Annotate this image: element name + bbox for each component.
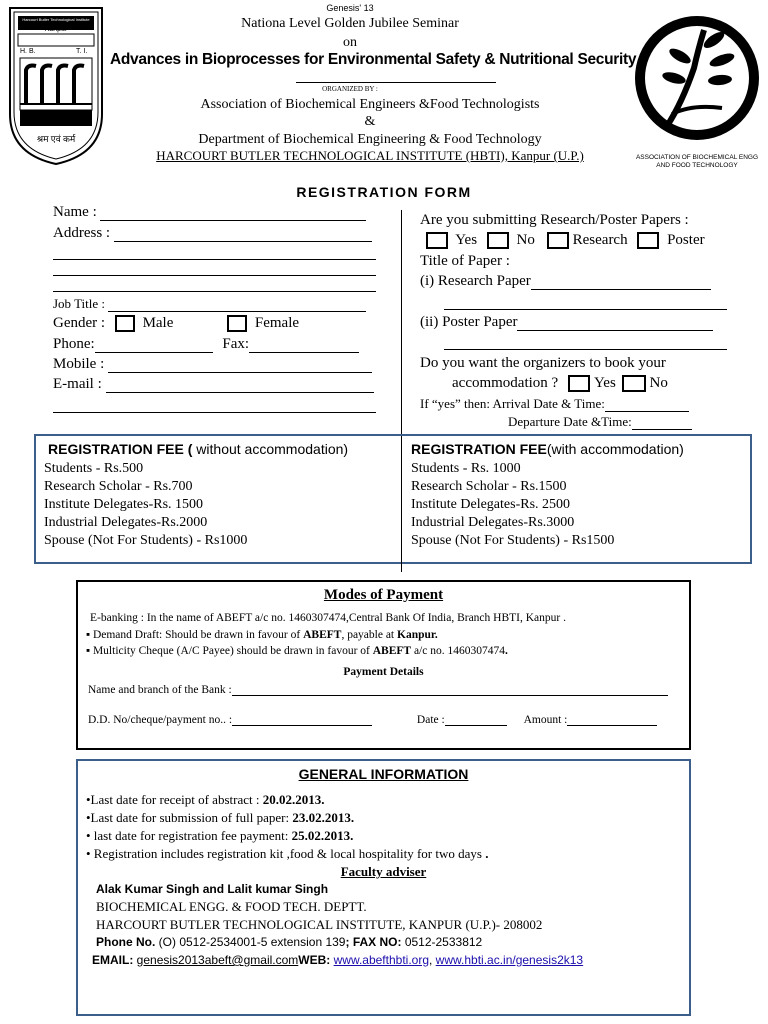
adviser-names: Alak Kumar Singh and Lalit kumar Singh bbox=[96, 882, 329, 896]
dd-no-row bbox=[88, 714, 657, 726]
cheque-pre: Multicity Cheque (A/C Payee) should be drawn in favour of bbox=[92, 645, 373, 657]
name-row bbox=[53, 204, 366, 221]
cheque-post: a/c no. 1460307474 bbox=[411, 645, 505, 657]
bank-label: Name and branch of the Bank : bbox=[88, 684, 232, 696]
cheque-bold: ABEFT bbox=[372, 645, 412, 657]
fee-left-title-bold: REGISTRATION FEE ( bbox=[48, 441, 193, 457]
phone-row bbox=[53, 336, 359, 353]
email-field[interactable] bbox=[106, 392, 374, 393]
submit-yes-label: Yes bbox=[455, 232, 478, 248]
job-field[interactable] bbox=[108, 311, 366, 312]
event-name: Genesis' 13 bbox=[326, 3, 374, 13]
fee-date: 25.02.2013. bbox=[291, 828, 354, 843]
fee-left-item: Students - Rs.500 bbox=[44, 461, 144, 476]
submit-no-label: No bbox=[516, 232, 535, 248]
address-line-4[interactable] bbox=[53, 291, 376, 292]
research-label: Research bbox=[572, 232, 628, 248]
paper-options bbox=[426, 232, 705, 249]
address-line-3[interactable] bbox=[53, 275, 376, 276]
abstract-date: 20.02.2013. bbox=[262, 792, 325, 807]
org-institute: HARCOURT BUTLER TECHNOLOGICAL INSTITUTE (HBTI), Kanpur (U.P.) bbox=[156, 148, 584, 163]
fee-right-item: Institute Delegates-Rs. 2500 bbox=[411, 497, 571, 512]
fee-left-title-rest: without accommodation) bbox=[192, 441, 349, 457]
research-paper-label: (i) Research Paper bbox=[420, 273, 531, 289]
job-row bbox=[53, 296, 366, 312]
research-paper-field[interactable] bbox=[531, 289, 711, 290]
logo-letters-right: T. I. bbox=[76, 48, 88, 55]
website-link-abefthbti[interactable]: www.abefthbti.org bbox=[333, 953, 429, 967]
bullet-icon: ▪ bbox=[86, 645, 93, 657]
female-label: Female bbox=[254, 315, 300, 331]
submit-no-checkbox[interactable] bbox=[487, 232, 509, 249]
date-label: Date : bbox=[416, 714, 445, 726]
accom-no-label: No bbox=[649, 375, 668, 391]
departure-row bbox=[508, 414, 692, 430]
gender-row bbox=[53, 315, 299, 332]
poster-paper-field[interactable] bbox=[517, 330, 713, 331]
bullet-icon: ▪ bbox=[86, 629, 93, 641]
research-paper-row bbox=[420, 273, 711, 290]
fee-left-item: Spouse (Not For Students) - Rs1000 bbox=[44, 533, 248, 548]
phone-value: (O) 0512-2534001-5 extension 139 bbox=[155, 935, 346, 949]
abeft-logo bbox=[632, 8, 762, 148]
dd-place: Kanpur. bbox=[397, 629, 438, 641]
hbti-logo bbox=[6, 4, 106, 168]
female-checkbox[interactable] bbox=[227, 315, 247, 332]
fee-left-item: Industrial Delegates-Rs.2000 bbox=[44, 515, 208, 530]
accommodation-question: Do you want the organizers to book your bbox=[420, 355, 666, 371]
fee-left-title bbox=[48, 441, 348, 457]
dd-no-field[interactable] bbox=[232, 725, 372, 726]
fee-right-title bbox=[411, 441, 684, 457]
amount-label: Amount : bbox=[523, 714, 568, 726]
date-field[interactable] bbox=[445, 725, 507, 726]
fee-right-list bbox=[411, 460, 614, 550]
ebanking-text: E-banking : In the name of ABEFT a/c no. 1460307474,Central Bank Of India, Branch HBTI, Kanpur . bbox=[90, 612, 566, 624]
adviser-dept: BIOCHEMICAL ENGG. & FOOD TECH. DEPTT. bbox=[96, 899, 367, 914]
registration-includes-text: • Registration includes registration kit ,food & local hospitality for two days bbox=[86, 846, 486, 861]
fee-left-item: Research Scholar - Rs.700 bbox=[44, 479, 193, 494]
research-checkbox[interactable] bbox=[547, 232, 569, 249]
submit-question: Are you submitting Research/Poster Papers : bbox=[420, 212, 689, 228]
contact-email-line bbox=[92, 953, 583, 967]
paper-date-line bbox=[86, 810, 354, 826]
web-label-bold: WEB: bbox=[298, 953, 334, 967]
address-line-2[interactable] bbox=[53, 259, 376, 260]
fee-left-list bbox=[44, 460, 247, 550]
fee-right-title-rest: (with accommodation) bbox=[546, 441, 684, 457]
fee-right-item: Research Scholar - Rs.1500 bbox=[411, 479, 567, 494]
departure-label: Departure Date &Time: bbox=[508, 414, 632, 429]
fee-right-title-bold: REGISTRATION FEE bbox=[411, 441, 547, 457]
accom-yes-label: Yes bbox=[593, 375, 616, 391]
address-field[interactable] bbox=[114, 241, 372, 242]
email-line-2[interactable] bbox=[53, 412, 376, 413]
fee-left-item: Institute Delegates-Rs. 1500 bbox=[44, 497, 204, 512]
cheque-dot: . bbox=[504, 645, 508, 657]
amount-field[interactable] bbox=[567, 725, 657, 726]
cheque-text bbox=[86, 645, 508, 657]
poster-paper-label: (ii) Poster Paper bbox=[420, 314, 518, 330]
title-of-paper: Title of Paper : bbox=[420, 253, 510, 269]
email-label: E-mail : bbox=[53, 376, 102, 392]
male-checkbox[interactable] bbox=[115, 315, 135, 332]
phone-label-bold: Phone No. bbox=[96, 935, 156, 949]
address-label: Address : bbox=[53, 225, 111, 241]
organized-by: ORGANIZED BY : bbox=[322, 85, 378, 93]
org-department: Department of Biochemical Engineering & Food Technology bbox=[198, 132, 542, 147]
phone-field[interactable] bbox=[95, 352, 213, 353]
fee-right-item: Spouse (Not For Students) - Rs1500 bbox=[411, 533, 615, 548]
logo-kanpur-text: Kanpur bbox=[44, 26, 68, 33]
form-heading: REGISTRATION FORM bbox=[296, 184, 472, 200]
poster-label: Poster bbox=[667, 232, 705, 248]
address-row bbox=[53, 225, 372, 242]
dd-no-label: D.D. No/cheque/payment no.. : bbox=[88, 714, 233, 726]
logo-top-text: Harcourt Butler Technological Institute bbox=[22, 17, 90, 22]
website-link-hbti[interactable]: www.hbti.ac.in/genesis2k13 bbox=[435, 953, 584, 967]
email-label-bold: EMAIL: bbox=[92, 953, 137, 967]
contact-phone-line bbox=[96, 935, 482, 949]
fee-date-line bbox=[86, 828, 353, 844]
on-text: on bbox=[343, 35, 357, 50]
org-association: Association of Biochemical Engineers &Food Technologists bbox=[200, 97, 540, 112]
name-field[interactable] bbox=[100, 220, 366, 221]
abstract-date-text: •Last date for receipt of abstract : bbox=[86, 792, 263, 807]
adviser-institute: HARCOURT BUTLER TECHNOLOGICAL INSTITUTE, KANPUR (U.P.)- 208002 bbox=[96, 917, 543, 932]
male-label: Male bbox=[142, 315, 174, 331]
bank-row bbox=[88, 684, 668, 696]
abeft-caption: ASSOCIATION OF BIOCHEMICAL ENGG AND FOOD TECHNOLOGY bbox=[635, 154, 759, 169]
registration-includes-dot: . bbox=[485, 846, 489, 861]
gender-label: Gender : bbox=[53, 315, 106, 331]
logo-motto: श्रम एवं कर्म bbox=[36, 134, 76, 144]
bank-field[interactable] bbox=[232, 695, 668, 696]
submit-yes-checkbox[interactable] bbox=[426, 232, 448, 249]
payment-details-title: Payment Details bbox=[343, 666, 424, 678]
org-amp: & bbox=[364, 114, 376, 129]
logo-letters-left: H. B. bbox=[20, 48, 36, 55]
email-value[interactable]: genesis2013abeft@gmail.com bbox=[136, 953, 299, 967]
seminar-title: Advances in Bioprocesses for Environmental Safety & Nutritional Security bbox=[110, 51, 637, 68]
abstract-date-line bbox=[86, 792, 324, 808]
poster-paper-row bbox=[420, 314, 713, 331]
arrival-field[interactable] bbox=[605, 411, 689, 412]
research-paper-line-2[interactable] bbox=[444, 309, 727, 310]
seminar-subtitle: Nationa Level Golden Jubilee Seminar bbox=[241, 16, 459, 31]
mobile-field[interactable] bbox=[108, 372, 372, 373]
poster-checkbox[interactable] bbox=[637, 232, 659, 249]
accommodation-row bbox=[452, 375, 668, 392]
departure-field[interactable] bbox=[632, 429, 692, 430]
paper-date-text: •Last date for submission of full paper: bbox=[86, 810, 293, 825]
fax-value: 0512-2533812 bbox=[401, 935, 483, 949]
web-separator: , bbox=[429, 953, 436, 967]
fee-right-item: Students - Rs. 1000 bbox=[411, 461, 521, 476]
mobile-row bbox=[53, 356, 372, 373]
poster-paper-line-2[interactable] bbox=[444, 349, 727, 350]
paper-date: 23.02.2013. bbox=[292, 810, 355, 825]
dd-pre: Demand Draft: Should be drawn in favour of bbox=[92, 629, 304, 641]
fax-label: Fax: bbox=[222, 336, 250, 352]
dd-bold: ABEFT bbox=[303, 629, 342, 641]
adviser-title: Faculty adviser bbox=[340, 864, 427, 879]
fax-label-bold: ; FAX NO: bbox=[345, 935, 402, 949]
form-divider bbox=[401, 210, 402, 435]
name-label: Name : bbox=[53, 204, 97, 220]
fax-field[interactable] bbox=[249, 352, 359, 353]
payment-title: Modes of Payment bbox=[323, 587, 444, 603]
dd-mid: , payable at bbox=[341, 629, 397, 641]
phone-label: Phone: bbox=[53, 336, 95, 352]
fee-right-item: Industrial Delegates-Rs.3000 bbox=[411, 515, 575, 530]
registration-includes-line bbox=[86, 846, 488, 862]
mobile-label: Mobile : bbox=[53, 356, 105, 372]
title-divider bbox=[296, 82, 496, 83]
accommodation-label: accommodation ? bbox=[452, 375, 559, 391]
arrival-label: If “yes” then: Arrival Date & Time: bbox=[420, 396, 605, 411]
demand-draft-text bbox=[86, 629, 438, 641]
fee-divider bbox=[401, 436, 402, 572]
fee-date-text: • last date for registration fee payment: bbox=[86, 828, 292, 843]
general-title: GENERAL INFORMATION bbox=[298, 766, 469, 782]
accom-no-checkbox[interactable] bbox=[622, 375, 646, 392]
email-row bbox=[53, 376, 374, 393]
arrival-row bbox=[420, 396, 689, 412]
accom-yes-checkbox[interactable] bbox=[568, 375, 590, 392]
job-label: Job Title : bbox=[53, 296, 106, 311]
